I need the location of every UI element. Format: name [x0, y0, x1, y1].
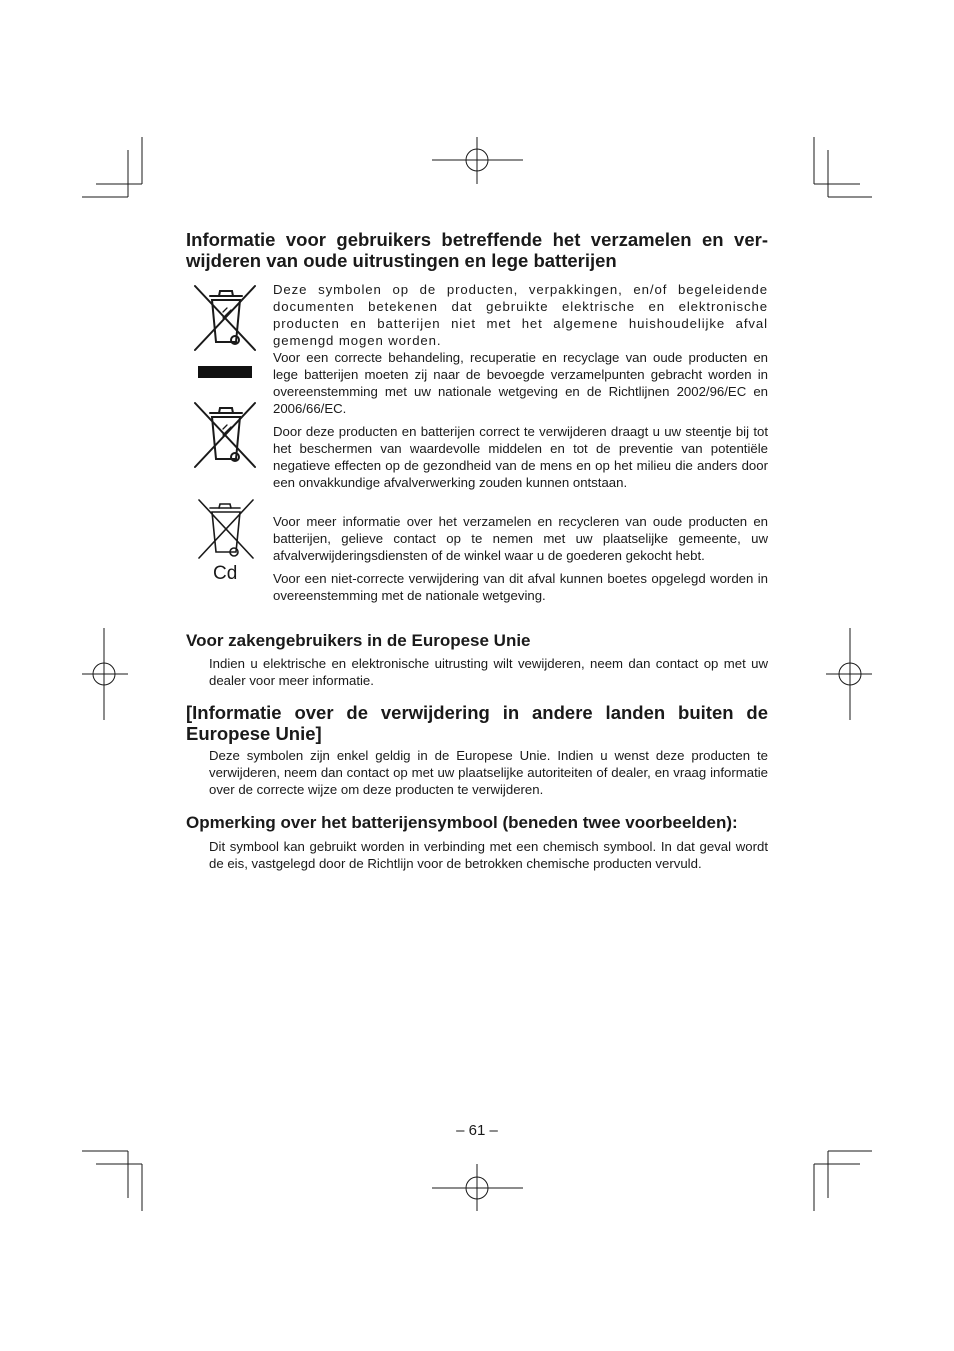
page-number: – 61 –	[456, 1122, 498, 1139]
section-title-business-users: Voor zakengebruikers in de Europese Unie	[186, 631, 531, 650]
section-title-battery-symbol: Opmerking over het batterijensymbool (beneden twee voorbeelden):	[186, 813, 738, 832]
paragraph-environment: Door deze producten en batterijen correct te verwijderen draagt u uw steentje bij tot het beschermen van waardevolle middelen en tot de preventie van potentiële negatieve effecten op de gezondheid van de mens en op het milieu die anders door een onvakkundige afvalverwerking zouden kunnen ontstaan.	[273, 424, 768, 490]
paragraph-business-users: Indien u elektrische en elektronische uitrusting wilt vewijderen, neem dan contact op met uw dealer voor meer informatie.	[209, 656, 768, 688]
paragraph-battery-symbol: Dit symbool kan gebruikt worden in verbinding met een chemisch symbool. In dat geval wordt de eis, vastgelegd door de Richtlijn voor de betrokken chemische producten vervuld.	[209, 839, 768, 871]
paragraph-correct-treatment: Voor een correcte behandeling, recuperatie en recyclage van oude producten en lege batterijen moeten zij naar de bevoegde verzamelpunten gebracht worden in overeenstemming met uw nationale wetgeving en de Richtlijnen 2002/96/EC en 2006/66/EC.	[273, 350, 768, 416]
paragraph-symbols-meaning: Deze symbolen op de producten, verpakkingen, en/of begeleidende documenten betekenen dat gebruikte elektrische en elektronische producten en batterijen niet met het algemene huishoudelijke afval gemengd mogen worden.	[273, 282, 768, 348]
crossed-out-wheelie-bin-icon	[193, 399, 259, 471]
crossed-out-wheelie-bin-with-bar-icon	[193, 282, 259, 382]
section-title-collection-disposal: Informatie voor gebruikers betreffende het verzamelen en ver- wijderen van oude uitrustingen en lege batterijen	[186, 229, 768, 271]
paragraph-fines: Voor een niet-correcte verwijdering van dit afval kunnen boetes opgelegd worden in overeenstemming met de nationale wetgeving.	[273, 571, 768, 603]
paragraph-outside-eu: Deze symbolen zijn enkel geldig in de Europese Unie. Indien u wenst deze producten te verwijderen, neem dan contact op met uw plaatselijke autoriteiten of dealer, en vraag informatie over de correcte wijze om deze producten te verwijderen.	[209, 748, 768, 797]
chemical-symbol-cd: Cd	[213, 563, 238, 584]
paragraph-more-info: Voor meer informatie over het verzamelen en recycleren van oude producten en batterijen, gelieve contact op te nemen met uw plaatselijke gemeente, uw afvalverwijderingsdiensten of de winkel waar u de goederen gekocht hebt.	[273, 514, 768, 563]
crossed-out-wheelie-bin-cd-icon	[196, 496, 256, 562]
section-title-outside-eu: [Informatie over de verwijdering in andere landen buiten de Europese Unie]	[186, 702, 768, 744]
